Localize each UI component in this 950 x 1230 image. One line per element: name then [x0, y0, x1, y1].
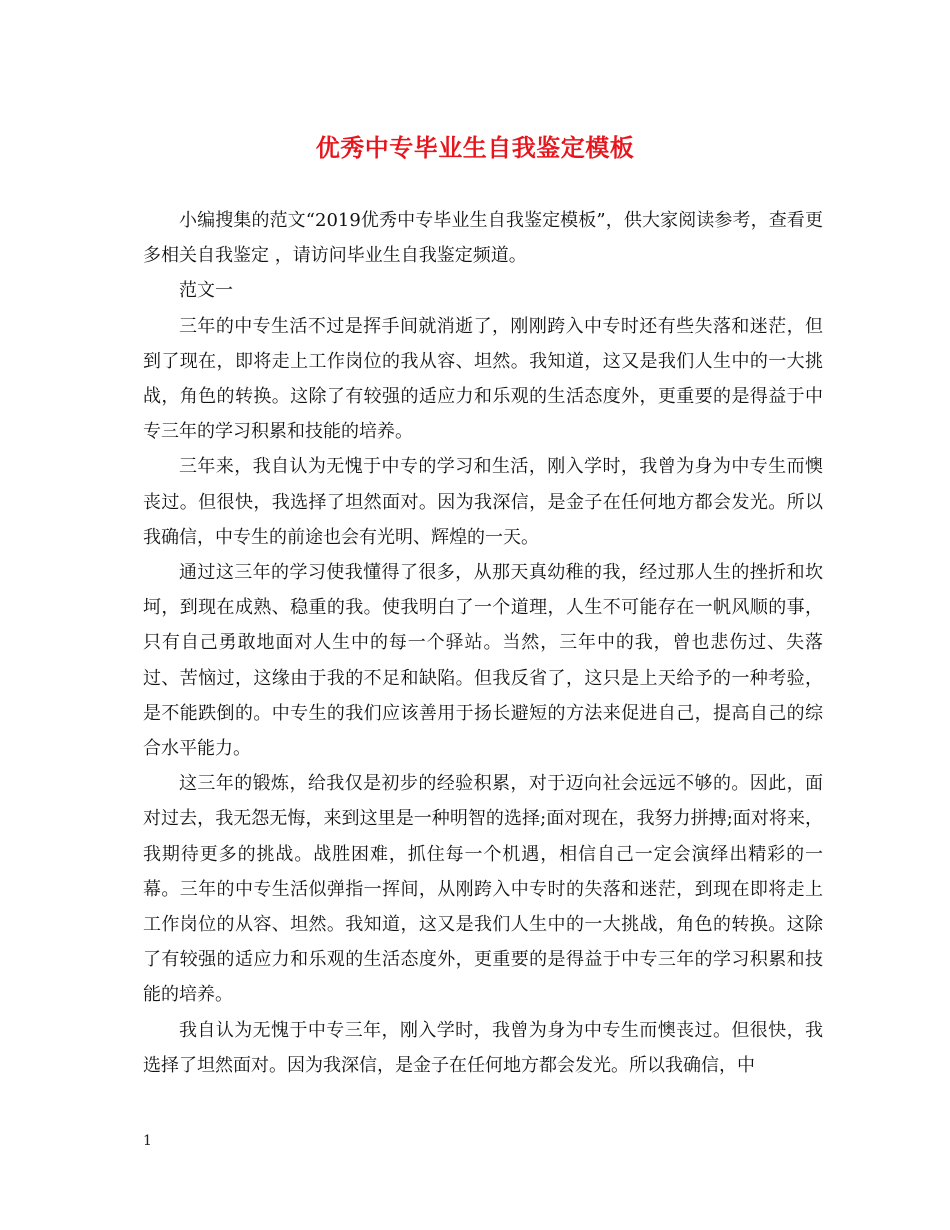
paragraph-intro: 小编搜集的范文“2019优秀中专毕业生自我鉴定模板”，供大家阅读参考，查看更多相关自我鉴定 ，请访问毕业生自我鉴定频道。 — [143, 210, 823, 267]
paragraph: 这三年的锻炼，给我仅是初步的经验积累，对于迈向社会远远不够的。因此，面对过去，我无怨无悔，来到这里是一种明智的选择;面对现在，我努力拼搏;面对将来，我期待更多的挑战。战胜困难，抓住每一个机遇，相信自己一定会演绎出精彩的一幕。三年的中专生活似弹指一挥间，从刚跨入中专时的失落和迷茫，到现在即将走上工作岗位的从容、坦然。我知道，这又是我们人生中的一大挑战，角色的转换。这除了有较强的适应力和乐观的生活态度外，更重要的是得益于中专三年的学习积累和技能的培养。 — [143, 773, 823, 1006]
document-title: 优秀中专毕业生自我鉴定模板 — [315, 133, 635, 162]
paragraph: 我自认为无愧于中专三年，刚入学时，我曾为身为中专生而懊丧过。但很快，我选择了坦然面对。因为我深信，是金子在任何地方都会发光。所以我确信，中 — [143, 1019, 823, 1076]
paragraph: 三年的中专生活不过是挥手间就消逝了，刚刚跨入中专时还有些失落和迷茫，但到了现在，即将走上工作岗位的我从容、坦然。我知道，这又是我们人生中的一大挑战，角色的转换。这除了有较强的适应力和乐观的生活态度外，更重要的是得益于中专三年的学习积累和技能的培养。 — [143, 315, 823, 443]
document-body — [143, 203, 823, 1083]
paragraph-section-heading: 范文一 — [179, 280, 233, 302]
page-number: 1 — [143, 1133, 152, 1149]
paragraph: 三年来，我自认为无愧于中专的学习和生活，刚入学时，我曾为身为中专生而懊丧过。但很快，我选择了坦然面对。因为我深信，是金子在任何地方都会发光。所以我确信，中专生的前途也会有光明、辉煌的一天。 — [143, 456, 823, 548]
paragraph: 通过这三年的学习使我懂得了很多，从那天真幼稚的我，经过那人生的挫折和坎坷，到现在成熟、稳重的我。使我明白了一个道理，人生不可能存在一帆风顺的事，只有自己勇敢地面对人生中的每一个驿站。当然，三年中的我，曾也悲伤过、失落过、苦恼过，这缘由于我的不足和缺陷。但我反省了，这只是上天给予的一种考验，是不能跌倒的。中专生的我们应该善用于扬长避短的方法来促进自己，提高自己的综合水平能力。 — [143, 562, 823, 760]
